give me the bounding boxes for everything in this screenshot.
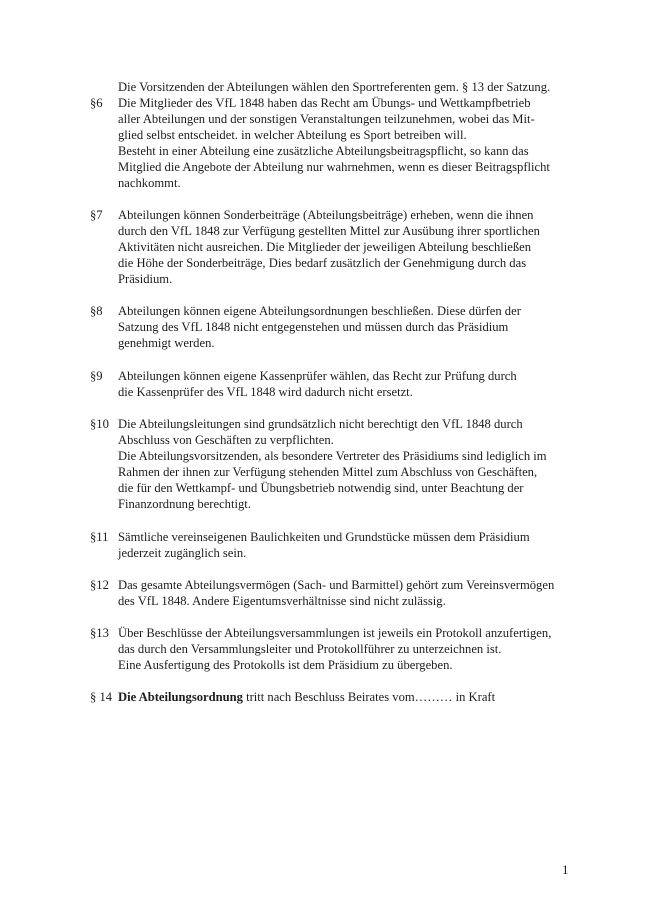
- section-12-line: des VfL 1848. Andere Eigentumsverhältnisse sind nicht zulässig.: [118, 594, 446, 608]
- section-10-line: die für den Wettkampf- und Übungsbetrieb notwendig sind, unter Beachtung der: [118, 481, 524, 495]
- section-6-line: glied selbst entscheidet. in welcher Abteilung es Sport betreiben will.: [118, 128, 467, 142]
- section-14-rest: tritt nach Beschluss Beirates vom……… in Kraft: [242, 690, 496, 704]
- page-number: 1: [562, 862, 569, 877]
- section-14-line: [118, 689, 495, 705]
- section-14-label: § 14: [90, 690, 113, 704]
- section-10-line: Die Abteilungsleitungen sind grundsätzlich nicht berechtigt den VfL 1848 durch: [118, 417, 523, 431]
- section-7-label: §7: [90, 208, 103, 222]
- section-13-line: Eine Ausfertigung des Protokolls ist dem Präsidium zu übergeben.: [118, 658, 453, 672]
- section-13-line: Über Beschlüsse der Abteilungsversammlungen ist jeweils ein Protokoll anzufertigen,: [118, 626, 552, 640]
- section-12-label: §12: [90, 578, 109, 592]
- section-10-line: Rahmen der ihnen zur Verfügung stehenden Mittel zum Abschluss von Geschäften,: [118, 465, 538, 479]
- section-6-line: Die Mitglieder des VfL 1848 haben das Recht am Übungs- und Wettkampfbetrieb: [118, 96, 531, 110]
- section-8-label: §8: [90, 304, 103, 318]
- section-14-bold-title: Die Abteilungsordnung: [118, 690, 243, 704]
- section-8-line: Abteilungen können eigene Abteilungsordnungen beschließen. Diese dürfen der: [118, 304, 521, 318]
- section-13-line: das durch den Versammlungsleiter und Protokollführer zu unterzeichnen ist.: [118, 642, 502, 656]
- section-7-line: Abteilungen können Sonderbeiträge (Abteilungsbeiträge) erheben, wenn die ihnen: [118, 208, 534, 222]
- section-7-line: durch den VfL 1848 zur Verfügung gestellten Mittel zur Ausübung ihrer sportlichen: [118, 224, 540, 238]
- section-6-label: §6: [90, 96, 103, 110]
- section-10-line: Abschluss von Geschäften zu verpflichten.: [118, 433, 334, 447]
- section-13-label: §13: [90, 626, 109, 640]
- section-9-line: die Kassenprüfer des VfL 1848 wird dadurch nicht ersetzt.: [118, 385, 413, 399]
- section-9-line: Abteilungen können eigene Kassenprüfer wählen, das Recht zur Prüfung durch: [118, 369, 517, 383]
- section-10-line: Finanzordnung berechtigt.: [118, 497, 251, 511]
- section-7-line: die Höhe der Sonderbeiträge, Dies bedarf zusätzlich der Genehmigung durch das: [118, 256, 527, 270]
- section-11-label: §11: [90, 530, 109, 544]
- intro-line: Die Vorsitzenden der Abteilungen wählen den Sportreferenten gem. § 13 der Satzung.: [118, 80, 551, 94]
- section-8-line: Satzung des VfL 1848 nicht entgegenstehen und müssen durch das Präsidium: [118, 320, 509, 334]
- section-10-line: Die Abteilungsvorsitzenden, als besondere Vertreter des Präsidiums sind lediglich im: [118, 449, 547, 463]
- section-10-label: §10: [90, 417, 109, 431]
- section-6-line: aller Abteilungen und der sonstigen Veranstaltungen teilzunehmen, wobei das Mit-: [118, 112, 535, 126]
- section-12-line: Das gesamte Abteilungsvermögen (Sach- und Barmittel) gehört zum Vereinsvermögen: [118, 578, 555, 592]
- section-7-line: Aktivitäten nicht ausreichen. Die Mitglieder der jeweiligen Abteilung beschließen: [118, 240, 532, 254]
- section-6-line: nachkommt.: [118, 176, 181, 190]
- section-8-line: genehmigt werden.: [118, 336, 215, 350]
- section-7-line: Präsidium.: [118, 272, 173, 286]
- section-9-label: §9: [90, 369, 103, 383]
- section-6-line: Besteht in einer Abteilung eine zusätzliche Abteilungsbeitragspflicht, so kann das: [118, 144, 529, 158]
- section-11-line: Sämtliche vereinseigenen Baulichkeiten und Grundstücke müssen dem Präsidium: [118, 530, 530, 544]
- section-6-line: Mitglied die Angebote der Abteilung nur wahrnehmen, wenn es dieser Beitragspflicht: [118, 160, 550, 174]
- section-11-line: jederzeit zugänglich sein.: [118, 546, 247, 560]
